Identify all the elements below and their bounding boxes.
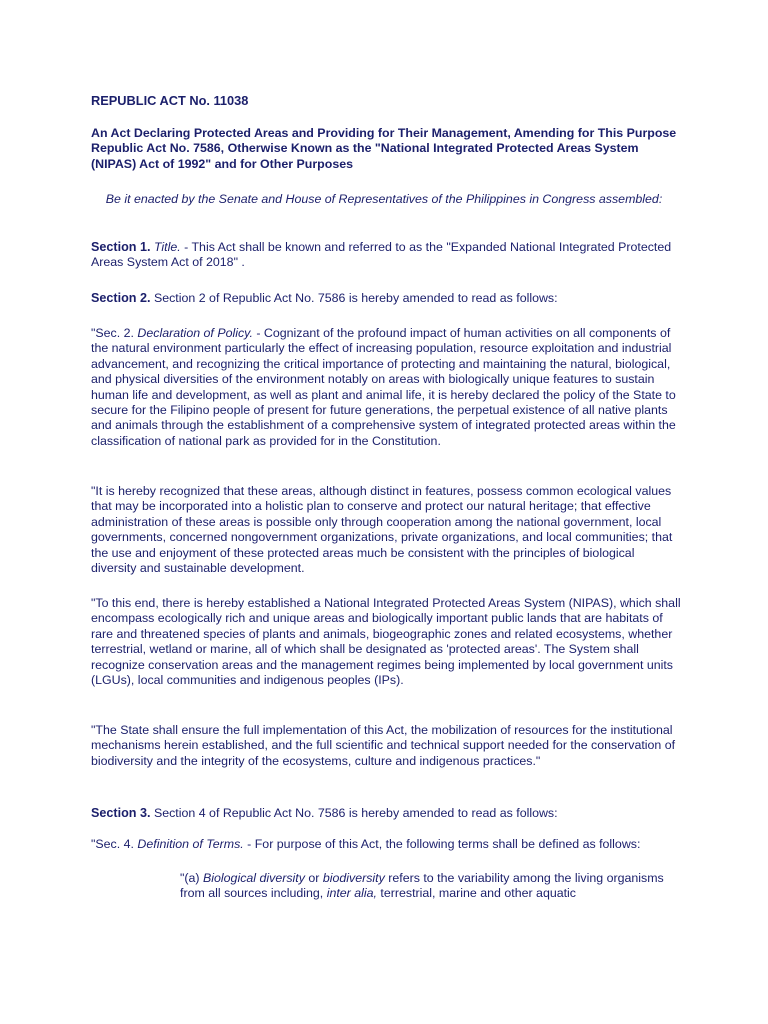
section-1 [91,240,681,271]
section-2-text: Section 2 of Republic Act No. 7586 is hereby amended to read as follows: [150,291,558,305]
sec4-prefix: "Sec. 4. [91,837,138,851]
sec2-label: Declaration of Policy. [137,326,253,340]
item-a-term-biodiversity: biodiversity [322,871,385,885]
definition-of-terms-paragraph [91,837,691,852]
item-a-prefix: "(a) [180,871,203,885]
state-implementation-paragraph: "The State shall ensure the full implementation of this Act, the mobilization of resources for the institutional mechanisms herein established, and the full scientific and technical support needed for the conservation of biodiversity and the integrity of the ecosystems, culture and indigenous practices." [91,723,676,768]
item-a-term-biological-diversity: Biological diversity [203,871,305,885]
section-2-heading: Section 2. [91,291,151,305]
section-3-text: Section 4 of Republic Act No. 7586 is hereby amended to read as follows: [150,806,558,820]
section-3 [91,806,691,821]
recognition-paragraph: "It is hereby recognized that these areas, although distinct in features, possess common ecological values that may be incorporated into a holistic plan to conserve and protect our natural heritage; that effective administration of these areas is possible only through cooperation among the national government, local governments, concerned nongovernment organizations, private organizations, and local communities; that the use and enjoyment of these protected areas much be consistent with the principles of biological diversity and sustainable development. [91,484,673,576]
enacting-clause: Be it enacted by the Senate and House of Representatives of the Philippines in Congress assembled: [105,192,663,206]
section-1-heading: Section 1. [91,240,151,254]
item-a-inter-alia: inter alia, [326,886,377,901]
declaration-of-policy-paragraph [91,326,683,449]
item-a-or: or [304,871,323,885]
nipas-establishment-paragraph: "To this end, there is hereby established a National Integrated Protected Areas System (NIPAS), which shall encompass ecologically rich and unique areas and biologically important public lands that are habitats of rare and threatened species of plants and animals, biogeographic zones and related ecosystems, whether terrestrial, wetland or marine, all of which shall be designated as 'protected areas'. The System shall recognize conservation areas and the management regimes being implemented by local government units (LGUs), local communities and indigenous peoples (IPs). [91,596,681,688]
section-1-label: Title. [153,240,181,254]
sec4-label: Definition of Terms. [137,837,244,851]
section-2 [91,291,691,306]
section-3-heading: Section 3. [91,806,151,820]
definition-item-a [180,871,680,902]
section-1-text: - This Act shall be known and referred to as the "Expanded National Integrated Protected Areas System Act of 2018" . [91,240,672,270]
sec4-text: - For purpose of this Act, the following terms shall be defined as follows: [243,837,641,851]
act-number-title: REPUBLIC ACT No. 11038 [91,93,249,108]
item-a-text-2: terrestrial, marine and other aquatic [376,886,577,901]
act-long-title: An Act Declaring Protected Areas and Providing for Their Management, Amending for This Purpose Republic Act No. 7586, Otherwise Known as the "National Integrated Protected Areas System (NIPAS) Act of 1992" and for Other Purposes [91,126,677,171]
sec2-prefix: "Sec. 2. [91,326,138,340]
item-a-text-1: refers to the variability among the living organisms from all sources including, [180,871,664,901]
sec2-text: - Cognizant of the profound impact of human activities on all components of the natural environment particularly the effect of increasing population, resource exploitation and industrial advancement, and recognizing the critical importance of protecting and maintaining the natural, biological, and physical diversities of the environment notably on areas with biologically unique features to sustain human life and development, as well as plant and animal life, it is hereby declared the policy of the State to secure for the Filipino people of present for future generations, the perpetual existence of all native plants and animals through the establishment of a comprehensive system of integrated protected areas within the classification of national park as provided for in the Constitution. [91,326,676,448]
